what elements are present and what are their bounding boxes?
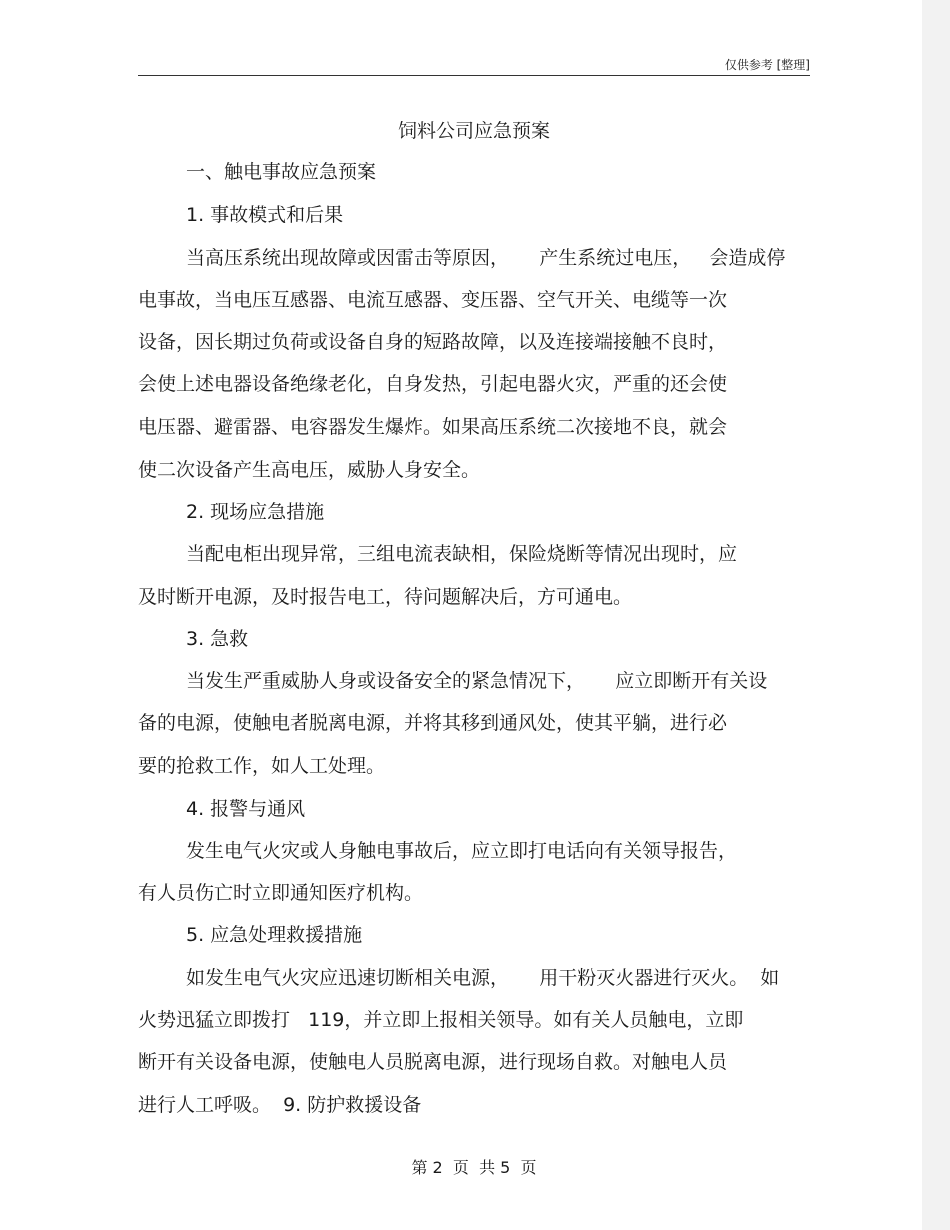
paragraph-line: 要的抢救工作，如人工处理。 bbox=[138, 755, 386, 777]
paragraph-line: 如发生电气火灾应迅速切断相关电源， 用干粉灭火器进行灭火。 如 bbox=[186, 967, 780, 989]
section-heading: 一、触电事故应急预案 bbox=[186, 161, 377, 183]
paragraph-line: 进行人工呼吸。 9. 防护救援设备 bbox=[138, 1094, 422, 1116]
subsection-heading: 1. 事故模式和后果 bbox=[186, 204, 344, 226]
subsection-heading: 2. 现场应急措施 bbox=[186, 501, 325, 523]
paragraph-line: 火势迅猛立即拨打 119，并立即上报相关领导。如有关人员触电，立即 bbox=[138, 1009, 744, 1031]
subsection-heading: 3. 急救 bbox=[186, 628, 249, 650]
paragraph-line: 设备，因长期过负荷或设备自身的短路故障，以及连接端接触不良时， bbox=[138, 331, 728, 353]
header-divider bbox=[138, 75, 810, 76]
paragraph-line: 当配电柜出现异常，三组电流表缺相，保险烧断等情况出现时，应 bbox=[186, 543, 738, 565]
document-title: 饲料公司应急预案 bbox=[397, 120, 550, 142]
subsection-heading: 4. 报警与通风 bbox=[186, 798, 306, 820]
subsection-heading: 5. 应急处理救援措施 bbox=[186, 924, 363, 946]
paragraph-line: 及时断开电源，及时报告电工，待问题解决后，方可通电。 bbox=[138, 586, 633, 608]
paragraph-line: 有人员伤亡时立即通知医疗机构。 bbox=[138, 882, 424, 904]
paragraph-line: 当发生严重威胁人身或设备安全的紧急情况下， 应立即断开有关设 bbox=[186, 670, 768, 692]
paragraph-line: 备的电源，使触电者脱离电源，并将其移到通风处，使其平躺，进行必 bbox=[138, 712, 728, 734]
paragraph-line: 电事故，当电压互感器、电流互感器、变压器、空气开关、电缆等一次 bbox=[138, 289, 728, 311]
paragraph-line: 当高压系统出现故障或因雷击等原因， 产生系统过电压， 会造成停 bbox=[186, 247, 786, 269]
page-number: 第 2 页 共 5 页 bbox=[411, 1158, 537, 1177]
paragraph-line: 电压器、避雷器、电容器发生爆炸。如果高压系统二次接地不良，就会 bbox=[138, 416, 728, 438]
header-note: 仅供参考 [整理] bbox=[724, 58, 810, 72]
paragraph-line: 发生电气火灾或人身触电事故后，应立即打电话向有关领导报告， bbox=[186, 840, 738, 862]
paragraph-line: 使二次设备产生高电压，威胁人身安全。 bbox=[138, 459, 481, 481]
paragraph-line: 断开有关设备电源，使触电人员脱离电源，进行现场自救。对触电人员 bbox=[138, 1051, 728, 1073]
paragraph-line: 会使上述电器设备绝缘老化，自身发热，引起电器火灾，严重的还会使 bbox=[138, 373, 728, 395]
